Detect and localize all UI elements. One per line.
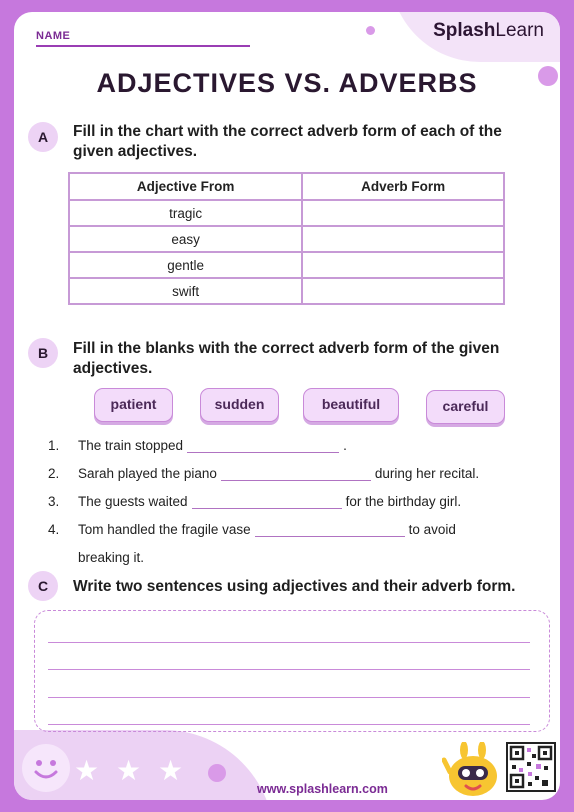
writing-line[interactable] bbox=[48, 724, 530, 725]
table-row bbox=[69, 278, 504, 304]
name-field[interactable] bbox=[36, 45, 250, 47]
writing-box bbox=[34, 610, 550, 732]
writing-line[interactable] bbox=[48, 697, 530, 698]
table-row bbox=[69, 252, 504, 278]
answer-blank[interactable] bbox=[255, 522, 405, 537]
writing-line[interactable] bbox=[48, 669, 530, 670]
answer-blank[interactable] bbox=[192, 494, 342, 509]
question-text: during her recital. bbox=[374, 466, 480, 481]
word-chip-beautiful: beautiful bbox=[303, 388, 399, 422]
logo-bold: Splash bbox=[433, 20, 496, 41]
question-number: 1. bbox=[48, 438, 60, 453]
adverb-answer-cell[interactable] bbox=[302, 252, 504, 278]
question-2 bbox=[48, 466, 479, 481]
star-icon: ★ bbox=[158, 755, 184, 786]
worksheet-sheet bbox=[14, 12, 560, 800]
splashlearn-logo bbox=[433, 20, 544, 42]
question-number: 4. bbox=[48, 522, 60, 537]
column-header-adjective: Adjective From bbox=[69, 173, 302, 200]
smiley-icon bbox=[22, 744, 70, 792]
mascot-icon bbox=[442, 742, 504, 798]
section-a-badge: A bbox=[28, 122, 58, 152]
adjective-cell: easy bbox=[69, 226, 302, 252]
section-b-instruction: Fill in the blanks with the correct adverb form of the given adjectives. bbox=[73, 340, 500, 377]
question-text: for the birthday girl. bbox=[345, 494, 462, 509]
question-1 bbox=[48, 438, 347, 453]
footer-url[interactable]: www.splashlearn.com bbox=[257, 782, 388, 796]
writing-line[interactable] bbox=[48, 642, 530, 643]
name-label: NAME bbox=[36, 30, 71, 42]
table-header-row bbox=[69, 173, 504, 200]
adverb-answer-cell[interactable] bbox=[302, 278, 504, 304]
answer-blank[interactable] bbox=[221, 466, 371, 481]
section-a-instruction: Fill in the chart with the correct adverb form of each of the given adjectives. bbox=[73, 123, 502, 160]
question-number: 2. bbox=[48, 466, 60, 481]
word-chip-patient: patient bbox=[94, 388, 173, 422]
question-text: Sarah played the piano bbox=[78, 466, 217, 481]
question-number: 3. bbox=[48, 494, 60, 509]
question-text: Tom handled the fragile vase bbox=[78, 522, 251, 537]
decorative-dot bbox=[208, 764, 226, 782]
adjective-cell: swift bbox=[69, 278, 302, 304]
star-icon: ★ bbox=[74, 755, 100, 786]
question-4-continuation: breaking it. bbox=[78, 550, 145, 565]
adjective-cell: tragic bbox=[69, 200, 302, 226]
column-header-adverb: Adverb Form bbox=[302, 173, 504, 200]
question-text: The guests waited bbox=[78, 494, 188, 509]
question-text: . bbox=[343, 438, 347, 453]
adverb-answer-cell[interactable] bbox=[302, 200, 504, 226]
qr-code-icon bbox=[506, 742, 556, 792]
decorative-dot bbox=[366, 26, 375, 35]
answer-blank[interactable] bbox=[187, 438, 339, 453]
question-text: The train stopped bbox=[78, 438, 184, 453]
adverb-chart bbox=[68, 172, 505, 305]
question-3 bbox=[48, 494, 461, 509]
section-c-badge: C bbox=[28, 571, 58, 601]
table-row bbox=[69, 226, 504, 252]
table-row bbox=[69, 200, 504, 226]
section-c-instruction: Write two sentences using adjectives and their adverb form. bbox=[73, 578, 516, 595]
star-icon: ★ bbox=[116, 755, 142, 786]
page-title: ADJECTIVES VS. ADVERBS bbox=[96, 68, 478, 98]
adverb-answer-cell[interactable] bbox=[302, 226, 504, 252]
word-chip-careful: careful bbox=[426, 390, 505, 424]
adjective-cell: gentle bbox=[69, 252, 302, 278]
question-text: to avoid bbox=[408, 522, 456, 537]
word-chip-sudden: sudden bbox=[200, 388, 279, 422]
logo-light: Learn bbox=[495, 20, 544, 41]
section-b-badge: B bbox=[28, 338, 58, 368]
question-4 bbox=[48, 522, 456, 537]
